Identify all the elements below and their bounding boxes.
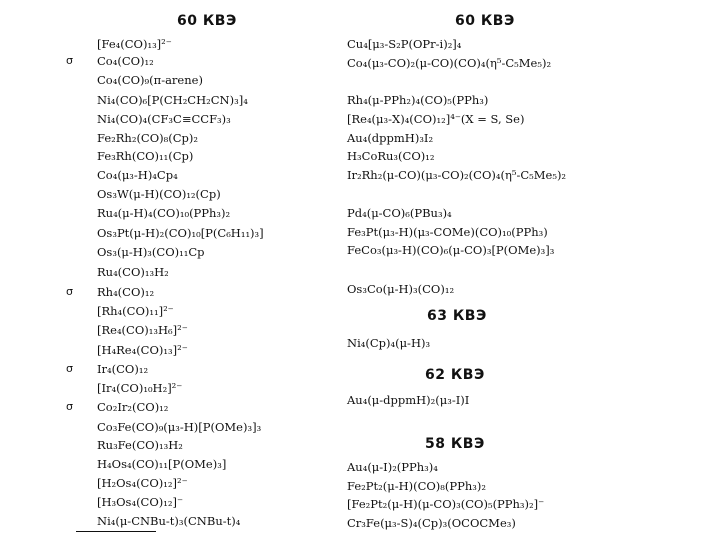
- sigma-marker: σ: [66, 54, 73, 67]
- formula-line: [Fe₂Pt₂(μ-H)(μ-CO)₃(CO)₅(PPh₃)₂]⁻: [347, 497, 545, 511]
- left-heading: 60 КВЭ: [177, 13, 237, 29]
- formula-line: Os₃(μ-H)₃(CO)₁₁Cp: [97, 245, 205, 259]
- formula-line: Os₃Pt(μ-H)₂(CO)₁₀[P(C₆H₁₁)₃]: [97, 226, 264, 240]
- formula-line: [Rh₄(CO)₁₁]²⁻: [97, 304, 174, 318]
- formula-line: Ir₄(CO)₁₂: [97, 362, 149, 376]
- formula-line: Pd₄(μ-CO)₆(PBu₃)₄: [347, 206, 452, 220]
- formula-line: Rh₄(CO)₁₂: [97, 285, 155, 299]
- formula-line: Rh₄(μ-PPh₂)₄(CO)₅(PPh₃): [347, 93, 489, 107]
- formula-line: Ni₄(CO)₄(CF₃C≡CCF₃)₃: [97, 112, 231, 126]
- formula-line: Co₄(CO)₁₂: [97, 54, 154, 68]
- formula-line: Ni₄(μ-CNBu-t)₃(CNBu-t)₄: [97, 514, 241, 528]
- formula-line: Fe₂Pt₂(μ-H)(CO)₈(PPh₃)₂: [347, 479, 486, 493]
- sigma-marker: σ: [66, 400, 73, 413]
- formula-line: [Re₄(CO)₁₃H₆]²⁻: [97, 323, 188, 337]
- section-heading: 62 КВЭ: [425, 367, 485, 383]
- formula-line: Au₄(μ-dppmH)₂(μ₃-I)I: [347, 393, 470, 407]
- formula-line: H₃CoRu₃(CO)₁₂: [347, 149, 435, 163]
- formula-line: Au₄(μ-I)₂(PPh₃)₄: [347, 460, 438, 474]
- formula-line: Ni₄(Cp)₄(μ-H)₃: [347, 336, 431, 350]
- formula-line: Au₄(dppmH)₃I₂: [347, 131, 434, 145]
- formula-line: Co₄(μ₃-CO)₂(μ-CO)(CO)₄(η⁵-C₅Me₅)₂: [347, 56, 552, 70]
- formula-line: [H₄Re₄(CO)₁₃]²⁻: [97, 343, 188, 357]
- formula-line: [Re₄(μ₃-X)₄(CO)₁₂]⁴⁻(X = S, Se): [347, 112, 525, 126]
- section-heading: 60 КВЭ: [455, 13, 515, 29]
- formula-line: [Ir₄(CO)₁₀H₂]²⁻: [97, 381, 183, 395]
- formula-line: Co₂Ir₂(CO)₁₂: [97, 400, 169, 414]
- formula-line: [H₃Os₄(CO)₁₂]⁻: [97, 495, 184, 509]
- formula-line: Cr₃Fe(μ₃-S)₄(Cp)₃(OCOCMe₃): [347, 516, 516, 530]
- formula-line: Cu₄[μ₃-S₂P(OPr-i)₂]₄: [347, 37, 462, 51]
- formula-line: Os₃Co(μ-H)₃(CO)₁₂: [347, 282, 455, 296]
- section-heading: 58 КВЭ: [425, 436, 485, 452]
- formula-line: Co₃Fe(CO)₉(μ₃-H)[P(OMe)₃]₃: [97, 420, 262, 434]
- sigma-marker: σ: [66, 285, 73, 298]
- section-heading: 63 КВЭ: [427, 308, 487, 324]
- formula-line: Co₄(CO)₉(π-arene): [97, 73, 203, 87]
- formula-line: Os₃W(μ-H)(CO)₁₂(Cp): [97, 187, 221, 201]
- formula-line: Fe₃Pt(μ₃-H)(μ₃-COMe)(CO)₁₀(PPh₃): [347, 225, 548, 239]
- formula-line: H₄Os₄(CO)₁₁[P(OMe)₃]: [97, 457, 227, 471]
- sigma-marker: σ: [66, 362, 73, 375]
- formula-line: Fe₂Rh₂(CO)₈(Cp)₂: [97, 131, 198, 145]
- formula-line: [H₂Os₄(CO)₁₂]²⁻: [97, 476, 188, 490]
- formula-line: [Fe₄(CO)₁₃]²⁻: [97, 37, 172, 51]
- formula-line: FeCo₃(μ₃-H)(CO)₆(μ-CO)₃[P(OMe)₃]₃: [347, 243, 555, 257]
- formula-line: Co₄(μ₃-H)₄Cp₄: [97, 168, 178, 182]
- footer-rule: [76, 531, 156, 532]
- formula-line: Ru₄(CO)₁₃H₂: [97, 265, 169, 279]
- formula-line: Ru₄(μ-H)₄(CO)₁₀(PPh₃)₂: [97, 206, 231, 220]
- formula-line: Fe₃Rh(CO)₁₁(Cp): [97, 149, 194, 163]
- formula-line: Ir₂Rh₂(μ-CO)(μ₃-CO)₂(CO)₄(η⁵-C₅Me₅)₂: [347, 168, 567, 182]
- formula-line: Ni₄(CO)₆[P(CH₂CH₂CN)₃]₄: [97, 93, 248, 107]
- formula-line: Ru₃Fe(CO)₁₃H₂: [97, 438, 183, 452]
